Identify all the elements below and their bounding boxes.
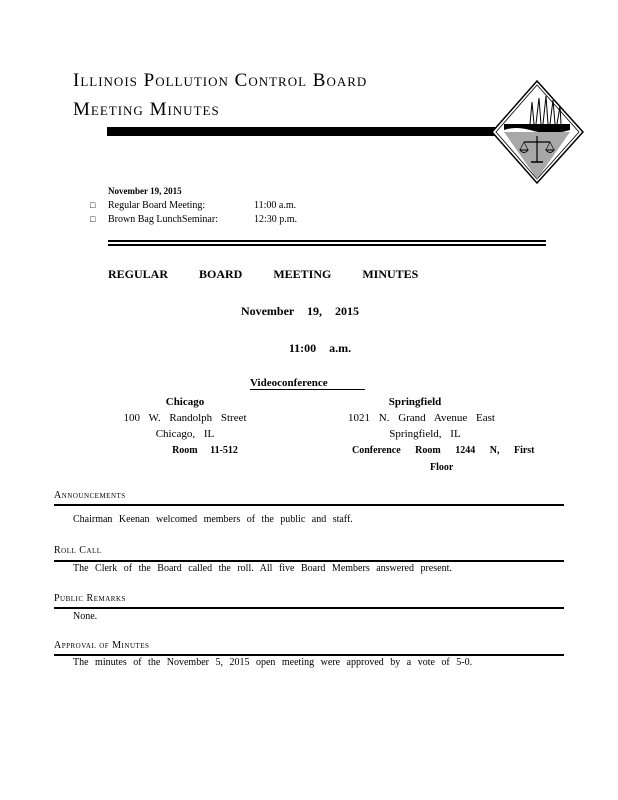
document-title-line1: Illinois Pollution Control Board	[73, 70, 368, 91]
double-rule-top	[108, 240, 546, 242]
schedule-item-time: 11:00 a.m.	[254, 200, 297, 211]
section-rule	[54, 654, 564, 656]
springfield-room-floor: Floor	[430, 462, 454, 473]
double-rule-bottom	[108, 244, 546, 246]
schedule-item-label: Regular Board Meeting:	[108, 200, 206, 211]
section-text-public-remarks: None.	[73, 611, 98, 622]
bullet-icon: □	[90, 214, 96, 224]
section-heading-announcements: Announcements	[54, 490, 126, 501]
section-heading-approval-of-minutes: Approval of Minutes	[54, 640, 150, 651]
section-rule	[54, 560, 564, 562]
section-heading-public-remarks: Public Remarks	[54, 593, 126, 604]
springfield-city: Springfield, IL	[389, 428, 461, 440]
bullet-icon: □	[90, 200, 96, 210]
section-rule	[54, 607, 564, 609]
section-text-roll-call: The Clerk of the Board called the roll. All five Board Members answered present.	[73, 563, 452, 574]
meeting-heading: REGULAR BOARD MEETING MINUTES	[108, 267, 419, 281]
section-text-announcements: Chairman Keenan welcomed members of the public and staff.	[73, 514, 353, 525]
chicago-location-name: Chicago	[165, 396, 205, 408]
section-text-approval-of-minutes: The minutes of the November 5, 2015 open meeting were approved by a vote of 5-0.	[73, 657, 473, 668]
schedule-item-label: Brown Bag LunchSeminar:	[108, 214, 218, 225]
springfield-street: 1021 N. Grand Avenue East	[348, 412, 495, 424]
schedule-item-time: 12:30 p.m.	[254, 214, 298, 225]
section-heading-roll-call: Roll Call	[54, 545, 102, 556]
schedule-date: November 19, 2015	[108, 186, 182, 196]
section-rule	[54, 504, 564, 506]
springfield-location-name: Springfield	[388, 396, 442, 408]
chicago-street: 100 W. Randolph Street	[123, 412, 247, 424]
document-title-line2: Meeting Minutes	[73, 99, 220, 120]
meeting-time: 11:00 a.m.	[288, 341, 352, 355]
meeting-mode: Videoconference	[250, 377, 365, 390]
scales-of-justice-icon	[490, 80, 585, 184]
chicago-city: Chicago, IL	[155, 428, 215, 440]
title-underline-bar	[107, 127, 505, 136]
springfield-room: Conference Room 1244 N, First	[352, 445, 535, 456]
board-logo	[490, 80, 585, 184]
chicago-room: Room 11-512	[172, 445, 238, 456]
meeting-date: November 19, 2015	[240, 304, 360, 318]
